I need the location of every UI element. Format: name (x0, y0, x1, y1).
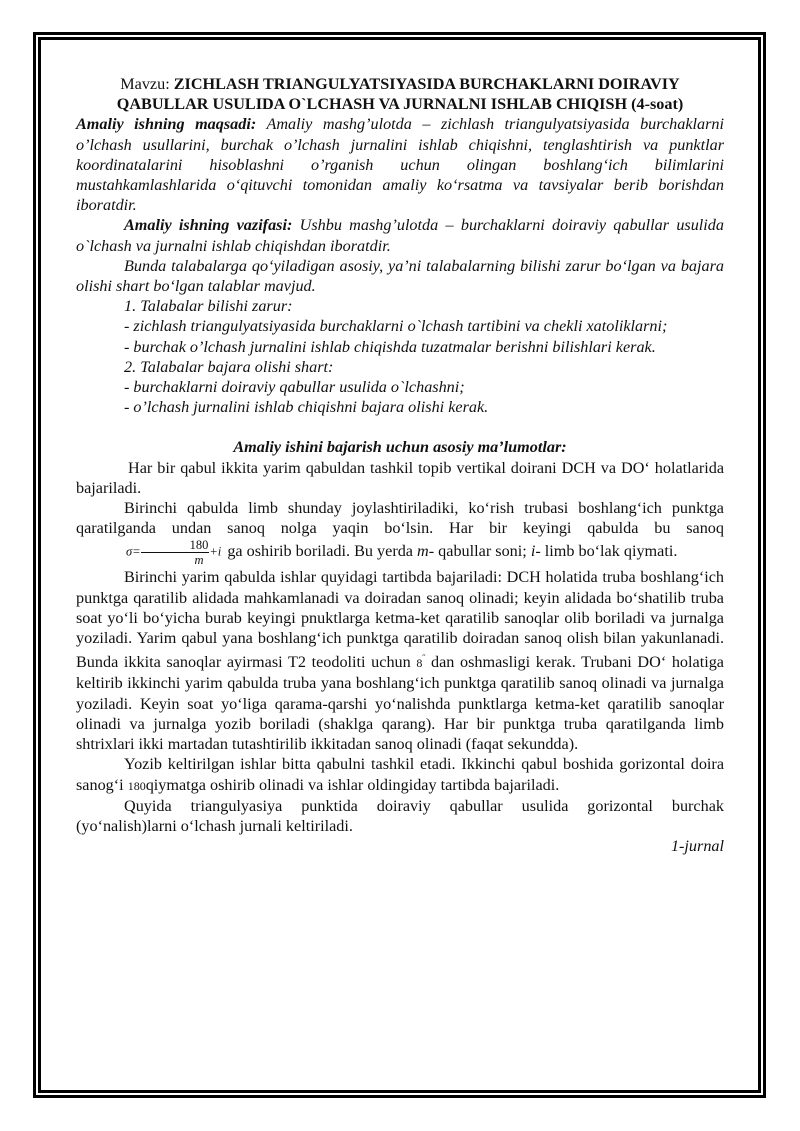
p2-before: Birinchi qabulda limb shunday joylashtiriladiki, ko‘rish trubasi boshlang‘ich punktga qaratilganda undan sanoq nolga yaqin bo‘lsin. Har bir keyingi qabulda bu sanoq (76, 499, 724, 538)
p3-after: dan oshmasligi kerak. Trubani DO‘ holatiga keltirib ikkinchi yarim qabulda truba yana boshlang‘ich punktga qaratilib sanoq olinadi va jurnalga yoziladi. Keyin soat yo‘liga qarama-qarshi yo‘nalishda punktlarga ketma-ket qaratilib sanoqlar olinadi va jurnalga yozib boriladi (shaklga qarang). Har bir punktga truba qaratilganda limb shtrixlari ikki martadan tutashtirilib ikkitadan sanoq olinadi (faqat sekundda). (76, 653, 724, 754)
know-item: - zichlash triangulyatsiyasida burchaklarni o`lchash tartibini va chekli xatoliklarni; (124, 317, 668, 336)
section-subheading: Amaliy ishini bajarish uchun asosiy ma’lumotlar: (233, 438, 567, 457)
formula-numerator: 180 (141, 538, 210, 553)
purpose-text: Amaliy mashg’ulotda – zichlash triangulyatsiyasida burchaklarni o’lchash usullarini, burchak o’lchash jurnalini ishlab chiqishni, tenglashtirish va punktlar koordinatalarini hisoblashni o’rganish uchun olingan boshlang‘ich bilimlarini mustahkamlashlarida o‘qituvchi tomonidan amaliy ko‘rsatma va tavsiyalar berib borishdan iboratdir. (76, 115, 725, 215)
task-text: Ushbu mashg’ulotda – burchaklarni doiraviy qabullar usulida o`lchash va jurnalni ishlab chiqishdan iboratdir. (76, 216, 724, 255)
formula-denominator: m (194, 553, 204, 568)
p2-m-var: m (417, 542, 429, 561)
p2-after-1: ga oshirib boriladi. Bu yerda (223, 542, 418, 561)
know-item: - burchak o’lchash jurnalini ishlab chiqishda tuzatmalar berishni bilishlari kerak. (124, 337, 656, 356)
p2-i-var: i (530, 542, 536, 561)
purpose-paragraph (76, 114, 724, 215)
p4-before: Yozib keltirilgan ishlar bitta qabulni tashkil etadi. Ikkinchi qabul boshida gorizontal doira sanog‘i (76, 755, 724, 794)
task-paragraph (76, 215, 724, 255)
document-body (76, 74, 724, 856)
p3-value: 8 (416, 656, 423, 671)
formula-rhs: +i (209, 544, 222, 559)
title-lead: Mavzu: (120, 75, 174, 93)
title-text: ZICHLASH TRIANGULYATSIYASIDA BURCHAKLARNI DOIRAVIY QABULLAR USULIDA O`LCHASH VA JURNALNI ISHLAB CHIQISH (4-soat) (116, 75, 684, 114)
know-heading: 1. Talabalar bilishi zarur: (124, 297, 293, 316)
paragraph-1: Har bir qabul ikkita yarim qabuldan tashkil topib vertikal doirani DCH va DO‘ holatlarida bajariladi. (76, 458, 724, 497)
journal-label: 1-jurnal (670, 837, 724, 856)
task-label: Amaliy ishning vazifasi: (124, 216, 293, 235)
purpose-label: Amaliy ishning maqsadi: (76, 115, 257, 134)
paragraph-3 (76, 567, 724, 754)
formula-fraction (141, 538, 210, 567)
p3-before: Birinchi yarim qabulda ishlar quyidagi tartibda bajariladi: DCH holatida truba boshlang‘ich punktga qaratilib alidada mahkamlanadi va doiradan sanoq olinadi; keyin alidada bo‘shatilib truba soat yo‘li bo‘yicha burab keyingi pnuktlarga ketma-ket qaratilib sanoqlar olib boriladi va jurnalga yoziladi. Yarim qabul yana boshlang‘ich punktga qaratilib doiradan sanoq olish bilan yakunlanadi. Bunda ikkita sanoqlar ayirmasi T2 teodoliti uchun (76, 568, 724, 672)
formula-lhs: σ= (126, 544, 141, 559)
p2-after-3: - limb bo‘lak qiymati. (535, 542, 678, 561)
p2-after-2: - qabullar soni; (428, 542, 531, 561)
sigma-formula (78, 538, 221, 567)
do-item: - o’lchash jurnalini ishlab chiqishni bajara olishi kerak. (124, 398, 489, 417)
p4-after: qiymatga oshirib olinadi va ishlar oldingiday tartibda bajariladi. (145, 775, 560, 794)
paragraph-4 (76, 754, 724, 795)
do-heading: 2. Talabalar bajara olishi shart: (124, 357, 334, 376)
do-item: - burchaklarni doiraviy qabullar usulida o`lchashni; (124, 378, 465, 397)
p4-value: 180 (127, 778, 146, 793)
page-title (76, 74, 724, 114)
p3-value-mark: ˝ (422, 653, 426, 664)
paragraph-2 (76, 498, 724, 567)
paragraph-5: Quyida triangulyasiya punktida doiraviy qabullar usulida gorizontal burchak (yo‘nalish)larni o‘lchash jurnali keltiriladi. (76, 796, 724, 835)
requirements-intro: Bunda talabalarga qo‘yiladigan asosiy, ya’ni talabalarning bilishi zarur bo‘lgan va bajara olishi shart bo‘lgan talablar mavjud. (76, 256, 724, 296)
